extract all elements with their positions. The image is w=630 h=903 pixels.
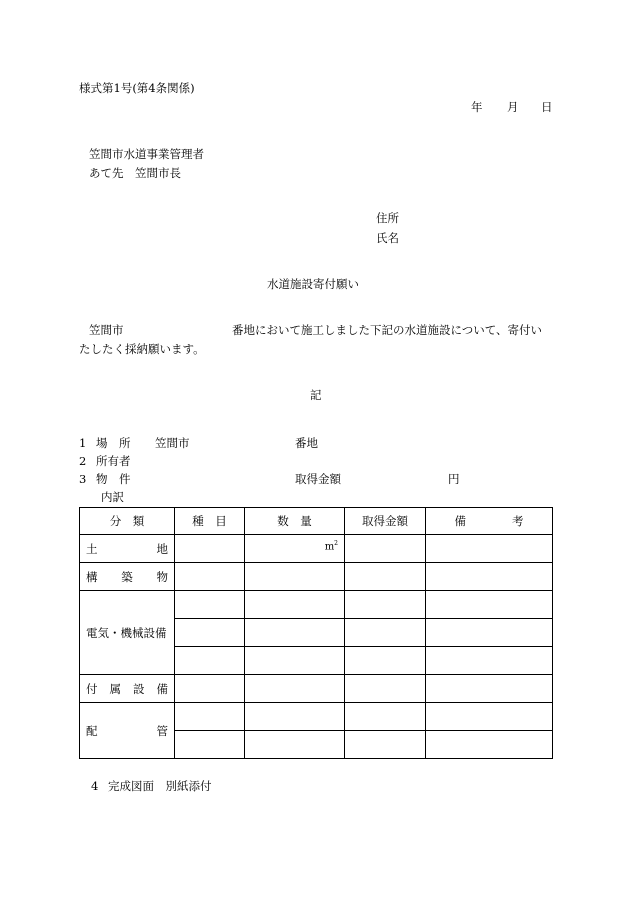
form-number: 様式第1号(第4条関係) — [79, 81, 195, 95]
structure-remarks-cell — [426, 563, 553, 591]
item-1-label: 場 所 — [96, 436, 131, 450]
item-1-number: 1 — [79, 436, 87, 450]
piping-amount-cell — [345, 731, 426, 759]
body-text-line-1: 番地において施工しました下記の水道施設について、寄付い — [232, 323, 543, 337]
item-3-yen: 円 — [448, 472, 460, 486]
equipment-type-cell — [175, 619, 245, 647]
equipment-type-cell — [175, 591, 245, 619]
accessory-remarks-cell — [426, 675, 553, 703]
date-year-label: 年 — [471, 100, 483, 114]
piping-remarks-cell — [426, 703, 553, 731]
square-meter-unit: $m^2$ — [324, 540, 338, 553]
category-accessory: 付属設備 — [80, 675, 175, 703]
applicant-name-label: 氏名 — [376, 231, 399, 245]
accessory-quantity-cell — [245, 675, 345, 703]
header-acquisition-amount: 取得金額 — [345, 508, 426, 535]
item-3-label: 物 件 — [96, 472, 131, 486]
structure-quantity-cell — [245, 563, 345, 591]
table-row-structure — [80, 563, 553, 591]
accessory-type-cell — [175, 675, 245, 703]
item-1-city: 笠間市 — [155, 436, 190, 450]
equipment-type-cell — [175, 647, 245, 675]
addressee-line-2: あて先 笠間市長 — [89, 166, 181, 180]
land-quantity-cell — [245, 535, 345, 563]
equipment-amount-cell — [345, 619, 426, 647]
item-4-number: 4 — [91, 779, 99, 793]
piping-remarks-cell — [426, 731, 553, 759]
header-category: 分 類 — [80, 508, 175, 535]
equipment-remarks-cell — [426, 619, 553, 647]
ki-heading: 記 — [310, 388, 322, 402]
category-equipment: 電気・機械設備 — [80, 591, 175, 675]
breakdown-label: 内訳 — [101, 490, 124, 504]
equipment-remarks-cell — [426, 591, 553, 619]
document-title: 水道施設寄付願い — [267, 277, 359, 291]
item-3-amount-label: 取得金額 — [295, 472, 341, 486]
table-header-row — [80, 508, 553, 535]
equipment-remarks-cell — [426, 647, 553, 675]
equipment-quantity-cell — [245, 619, 345, 647]
header-type: 種 目 — [175, 508, 245, 535]
equipment-quantity-cell — [245, 591, 345, 619]
piping-type-cell — [175, 703, 245, 731]
piping-amount-cell — [345, 703, 426, 731]
structure-type-cell — [175, 563, 245, 591]
date-day-label: 日 — [541, 100, 553, 114]
date-month-label: 月 — [507, 100, 519, 114]
item-2-number: 2 — [79, 454, 87, 468]
item-1-banchi: 番地 — [295, 436, 318, 450]
table-row-land — [80, 535, 553, 563]
applicant-address-label: 住所 — [376, 211, 399, 225]
accessory-amount-cell — [345, 675, 426, 703]
body-city: 笠間市 — [89, 323, 124, 337]
item-4-text: 完成図面 別紙添付 — [108, 779, 212, 793]
category-piping: 配管 — [80, 703, 175, 759]
item-3-number: 3 — [79, 472, 87, 486]
land-amount-cell — [345, 535, 426, 563]
piping-quantity-cell — [245, 703, 345, 731]
table-row-equipment — [80, 591, 553, 619]
category-structure: 構築物 — [80, 563, 175, 591]
piping-quantity-cell — [245, 731, 345, 759]
piping-type-cell — [175, 731, 245, 759]
table-row-accessory — [80, 675, 553, 703]
table-row-piping — [80, 703, 553, 731]
land-type-cell — [175, 535, 245, 563]
body-text-line-2: たしたく採納願います。 — [79, 342, 205, 356]
equipment-quantity-cell — [245, 647, 345, 675]
land-remarks-cell — [426, 535, 553, 563]
addressee-line-1: 笠間市水道事業管理者 — [89, 147, 204, 161]
equipment-amount-cell — [345, 647, 426, 675]
breakdown-table — [79, 507, 553, 759]
header-quantity: 数 量 — [245, 508, 345, 535]
item-2-label: 所有者 — [96, 454, 131, 468]
equipment-amount-cell — [345, 591, 426, 619]
category-land: 土地 — [80, 535, 175, 563]
structure-amount-cell — [345, 563, 426, 591]
header-remarks: 備 考 — [426, 508, 553, 535]
